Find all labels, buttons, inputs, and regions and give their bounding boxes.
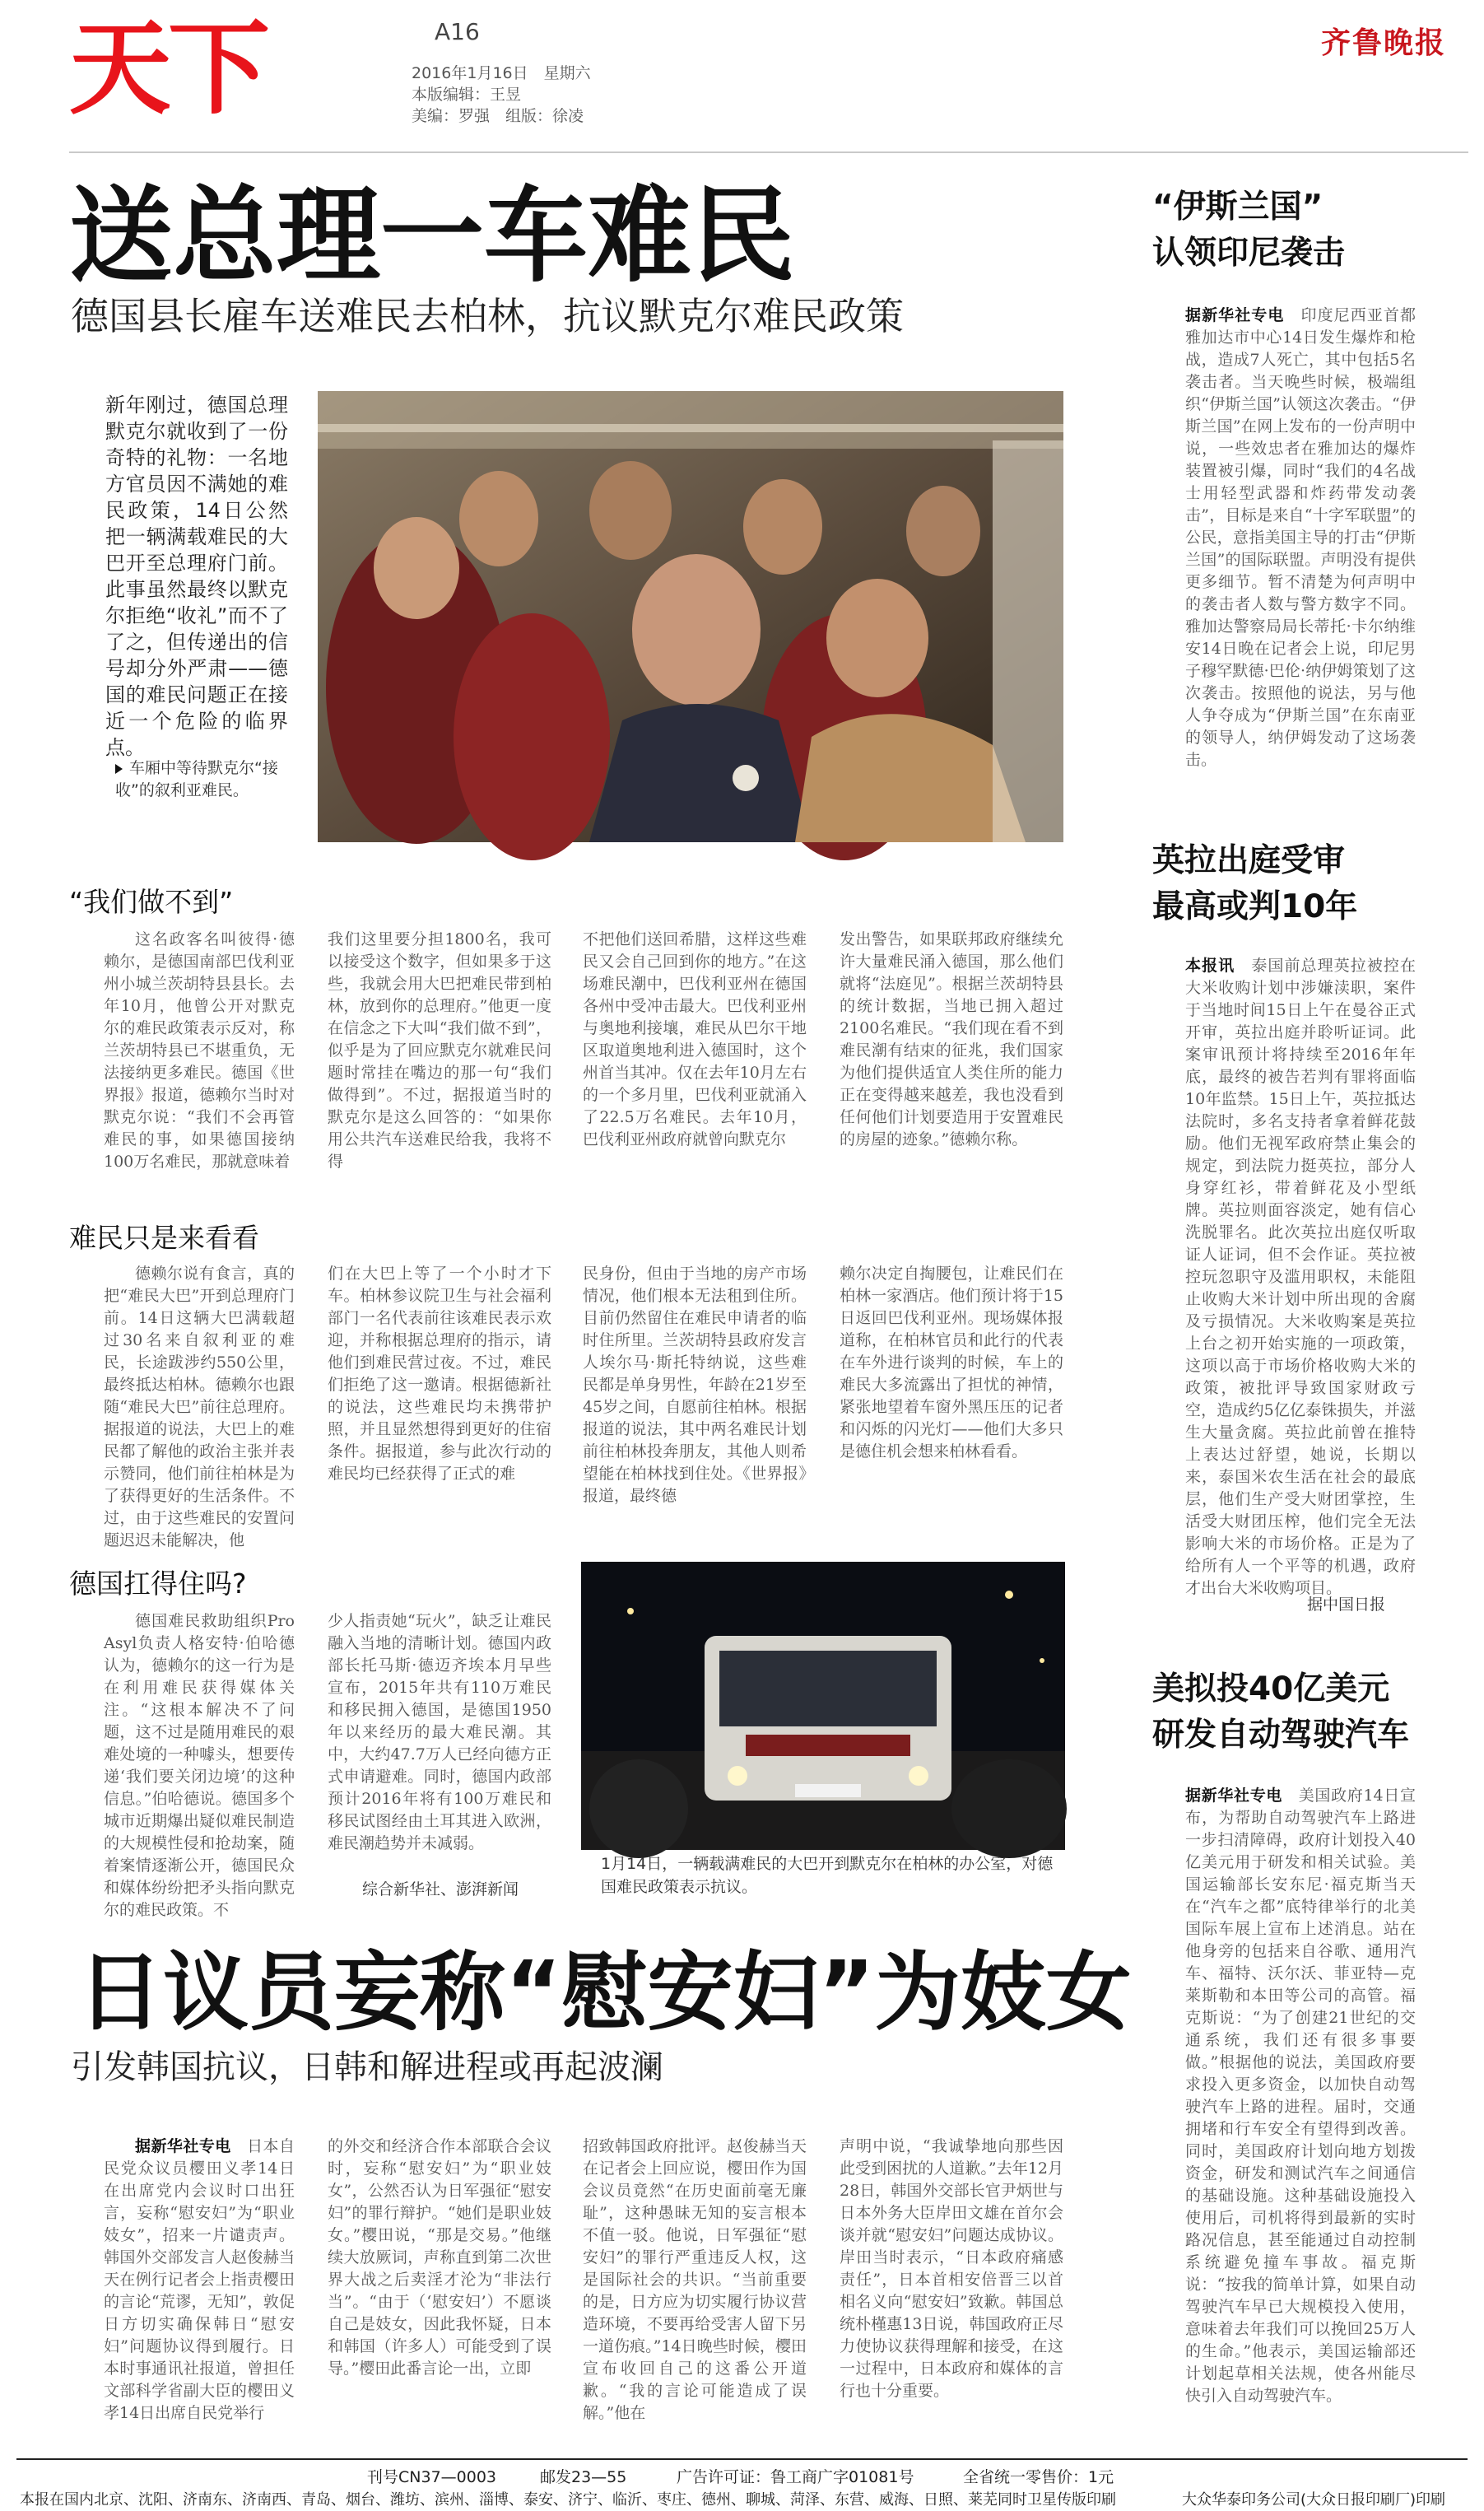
- section2-column-2: [328, 1263, 551, 1510]
- section3-column-1-text: 德国难民救助组织Pro Asyl负责人格安特·伯哈德认为，德赖尔的这一行为是在利用难民获得媒体关注。“这根本解决不了问题，这不过是随用难民的艰难处境的一种噱头，想要传递‘我们要关闭边境’的这种信息。”伯哈德说。德国多个城市近期爆出疑似难民制造的大规模性侵和抢劫案，随着案情逐渐公开，德国民众和媒体纷纷把矛头指向默克尔的难民政策。不: [104, 1612, 295, 1919]
- section2-column-4-text: 赖尔决定自掏腰包，让难民们在柏林一家酒店。他们预计将于15日返回巴伐利亚州。现场媒体报道称，在柏林官员和此行的代表在车外进行谈判的时候，车上的难民大多流露出了担忧的神情，紧张地望着车窗外黑压压的记者和闪烁的闪光灯——他们大多只是德住机会想来柏林看看。: [840, 1265, 1063, 1460]
- refugee-bus-photo: [318, 391, 1063, 842]
- section1-column-2: [328, 929, 551, 1171]
- section1-column-1-text: 这名政客名叫彼得·德赖尔，是德国南部巴伐利亚州小城兰茨胡特县县长。去年10月，他曾公开对默克尔的难民政策表示反对，称兰茨胡特县已不堪重负，无法接纳更多难民。德国《世界报》报道，德赖尔当时对默克尔说：“我们不会再管难民的事，如果德国接纳100万名难民，那就意味着: [104, 930, 295, 1171]
- sidebar-story2-body-text: 泰国前总理英拉被控在大米收购计划中涉嫌渎职，案件于当地时间15日上午在曼谷正式开审，英拉出庭并聆听证词。此案审讯预计将持续至2016年年底，最终的被告若判有罪将面临10年监禁。15日上午，英拉抵达法院时，多名支持者拿着鲜花鼓励。他们无视军政府禁止集会的规定，到法院力挺英拉，部分人身穿红衫，带着鲜花及小型纸牌。英拉则面容淡定，她有信心洗脱罪名。此次英拉出庭仅听取证人证词，但不会作证。英拉被控玩忽职守及滥用职权，未能阻止收购大米计划中所出现的舍腐及亏损情况。大米收购案是英拉上台之初开始实施的一项政策，这项以高于市场价格收购大米的政策，被批评导致国家财政亏空，造成约5亿亿泰铢损失，并滋生大量贪腐。英拉此前曾在推特上表达过舒望，她说，长期以来，泰国米农生活在社会的最底层，他们生产受大财团掌控，生活受大财团压榨，他们完全无法影响大米的市场价格。正是为了给所有人一个平等的机遇，政府才出台大米收购项目。: [1185, 957, 1416, 1597]
- section1-column-2-text: 我们这里要分担1800名，我可以接受这个数字，但如果多于这些，我就会用大巴把难民带到柏林，放到你的总理府。”他更一度在信念之下大叫“我们做不到”，似乎是为了回应默克尔就难民问题时常挂在嘴边的那一句“我们做得到”。不过，据报道当时的默克尔是这么回答的：“如果你用公共汽车送难民给我，我将不得: [328, 930, 551, 1171]
- footer-publication-no: 刊号CN37—0003: [367, 2468, 497, 2486]
- sidebar-story2-headline: [1152, 838, 1357, 930]
- footer-printing-sites: 本报在国内北京、沈阳、济南东、济南西、青岛、烟台、潍坊、滨州、淄博、泰安、济宁、临沂、枣庄、德州、聊城、菏泽、东营、威海、日照、莱芜同时卫星传版印刷: [20, 2491, 1116, 2509]
- second-story-column-2-text: 的外交和经济合作本部联合会议时，妄称“慰安妇”为“职业妓女”，公然否认为日军强征“慰安妇”的罪行辩护。“她们是职业妓女。”樱田说，“那是交易。”他继续大放厥词，声称直到第二次世界大战之后卖淫才沦为“非法行当”。“由于（‘慰安妇’）不愿谈自己是妓女，因此我怀疑，日本和韩国（许多人）可能受到了误导。”樱田此番言论一出，立即: [328, 2137, 551, 2378]
- bus-night-photo: [581, 1562, 1065, 1850]
- designer-line: 美编：罗强 组版：徐凌: [412, 107, 584, 125]
- photo-caption-text: 车厢中等待默克尔“接收”的叙利亚难民。: [115, 759, 278, 799]
- second-story-column-1: [104, 2136, 295, 2422]
- sidebar-story3-headline: [1152, 1666, 1409, 1759]
- sidebar-story3-headline-line2: 研发自动驾驶汽车: [1152, 1717, 1410, 1754]
- section1-column-3-text: 不把他们送回希腊，这样这些难民又会自己回到你的地方。”在这场难民潮中，巴伐利亚州在德国各州中受冲击最大。巴伐利亚州与奥地利接壤，难民从巴尔干地区取道奥地利进入德国时，这个州首当其冲。仅在去年10月左右的一个多月里，巴伐利亚就涌入了22.5万名难民。去年10月，巴伐利亚州政府就曾向默克尔: [583, 930, 807, 1148]
- bus-photo-illustration: [581, 1562, 1065, 1850]
- section2-column-1: [104, 1263, 295, 1549]
- masthead-divider: [69, 151, 1468, 153]
- sidebar-story1-headline: [1152, 184, 1345, 277]
- section2-column-3: [583, 1263, 807, 1510]
- second-story-byline: 据新华社专电: [135, 2137, 231, 2155]
- sidebar-story1-byline: 据新华社专电: [1185, 306, 1285, 324]
- section3-column-2-text: 少人指责她“玩火”，缺乏让难民融入当地的清晰计划。德国内政部长托马斯·德迈齐埃本月早些宣布，2015年共有110万难民和移民拥入德国，是德国1950年以来经历的最大难民潮。其中，大约47.7万人已经向德方正式申请避难。同时，德国内政部预计2016年将有100万难民和移民试图经由土耳其进入欧洲，难民潮趋势并未减弱。: [328, 1612, 551, 1852]
- sidebar-story2-headline-line1: 英拉出庭受审: [1152, 842, 1346, 879]
- sidebar-story1-headline-line2: 认领印尼袭击: [1152, 235, 1346, 272]
- sidebar-story2-source: 据中国日报: [1307, 1596, 1386, 1614]
- editor-line: 本版编辑：王昱: [412, 86, 522, 104]
- section-heading-we-cannot: “我们做不到”: [69, 886, 234, 918]
- bus-photo-caption: 1月14日，一辆载满难民的大巴开到默克尔在柏林的办公室，对德国难民政策表示抗议。: [601, 1855, 1054, 1896]
- sidebar-story1-headline-line1: “伊斯兰国”: [1152, 189, 1324, 226]
- footer-postal-code: 邮发23—55: [540, 2468, 627, 2486]
- section1-column-1: [104, 929, 295, 1171]
- caption-arrow-icon: [115, 764, 123, 774]
- section1-column-4: [840, 929, 1063, 1167]
- second-subheadline: 引发韩国抗议，日韩和解进程或再起波澜: [71, 2048, 663, 2086]
- section3-column-2: [328, 1610, 551, 1872]
- main-headline: 送总理一车难民: [69, 175, 795, 296]
- page-number: A16: [435, 18, 480, 45]
- lead-paragraph: [105, 392, 288, 761]
- refugee-photo-illustration: [318, 391, 1063, 842]
- section-heading-can-germany-hold: 德国扛得住吗?: [69, 1568, 247, 1600]
- sidebar-story3-body-text: 美国政府14日宣布，为帮助自动驾驶汽车上路进一步扫清障碍，政府计划投入40亿美元用于研发和相关试验。美国运输部长安东尼·福克斯当天在“汽车之都”底特律举行的北美国际车展上宣布上述消息。站在他身旁的包括来自谷歌、通用汽车、福特、沃尔沃、菲亚特—克莱斯勒和本田等公司的高管。福克斯说：“为了创建21世纪的交通系统，我们还有很多事要做。”根据他的说法，美国政府要求投入更多资金，以加快自动驾驶汽车上路的进程。届时，交通拥堵和行车安全有望得到改善。同时，美国政府计划向地方划拨资金，研发和测试汽车之间通信的基础设施。这种基础设施投入使用后，司机将得到最新的实时路况信息，甚至能通过自动控制系统避免撞车事故。福克斯说：“按我的简单计算，如果自动驾驶汽车早已大规模投入使用，意味着去年我们可以挽回25万人的生命。”他表示，美国运输部还计划起草相关法规，使各州能尽快引入自动驾驶汽车。: [1185, 1787, 1416, 2405]
- section1-column-3: [583, 929, 807, 1167]
- issue-info: [412, 63, 591, 127]
- sidebar-story1-body-text: 印度尼西亚首都雅加达市中心14日发生爆炸和枪战，造成7人死亡，其中包括5名袭击者。当天晚些时候，极端组织“伊斯兰国”认领这次袭击。“伊斯兰国”在网上发布的一份声明中说，一些效忠者在雅加达的爆炸装置被引爆，同时“我们的4名战士用轻型武器和炸药带发动袭击”，目标是来自“十字军联盟”的公民，意指美国主导的打击“伊斯兰国”的国际联盟。声明没有提供更多细节。暂不清楚为何声明中的袭击者人数与警方数字不同。雅加达警察局局长蒂托·卡尔纳维安14日晚在记者会上说，印尼男子穆罕默德·巴伦·纳伊姆策划了这次袭击。按照他的说法，另与他人争夺成为“伊斯兰国”在东南亚的领导人，纳伊姆发动了这场袭击。: [1185, 306, 1416, 769]
- footer-printer: 大众华泰印务公司(大众日报印刷厂)印刷: [1182, 2491, 1446, 2509]
- sidebar-story3-body: [1185, 1785, 1416, 2419]
- photo-caption: [115, 757, 305, 802]
- second-story-column-4: [840, 2136, 1063, 2407]
- section2-column-3-text: 民身份，但由于当地的房产市场情况，他们根本无法租到住所。目前仍然留住在难民申请者的临时住所里。兰茨胡特县政府发言人埃尔马·斯托特纳说，这些难民都是单身男性，年龄在21岁至45岁之间，自愿前往柏林。根据报道的说法，其中两名难民计划前往柏林投奔朋友，其他人则希望能在柏林找到住处。《世界报》报道，最终德: [583, 1265, 807, 1505]
- section3-column-1: [104, 1610, 295, 1919]
- second-story-column-2: [328, 2136, 551, 2407]
- section3-source: 综合新华社、澎湃新闻: [362, 1880, 519, 1898]
- second-story-column-3-text: 招致韩国政府批评。赵俊赫当天在记者会上回应说，樱田作为国会议员竟然“在历史面前毫无廉耻”，这种愚昧无知的妄言根本不值一驳。他说，日军强征“慰安妇”的罪行严重违反人权，这是国际社会的共识。“当前重要的是，日方应为切实履行协议营造环境，不要再给受害人留下另一道伤痕。”14日晚些时候，樱田宣布收回自己的这番公开道歉。“我的言论可能造成了误解。”他在: [583, 2137, 807, 2422]
- section1-column-4-text: 发出警告，如果联邦政府继续允许大量难民涌入德国，那么他们就将“法庭见”。根据兰茨胡特县的统计数据，当地已拥入超过2100名难民。“我们现在看不到难民潮有结束的征兆，我们国家为他们提供适宜人类住所的能力正在变得越来越差，我也没看到任何他们计划要造用于安置难民的房屋的迹象。”德赖尔称。: [840, 930, 1063, 1148]
- section-logo: 天下: [69, 10, 267, 128]
- second-story-column-1-text: 日本自民党众议员樱田义孝14日在出席党内会议时口出狂言，妄称“慰安妇”为“职业妓女”，招来一片谴责声。韩国外交部发言人赵俊赫当天在例行记者会上指责樱田的言论“荒谬，无知”，敦促日方切实确保韩日“慰安妇”问题协议得到履行。日本时事通讯社报道，曾担任文部科学省副大臣的樱田义孝14日出席自民党举行: [104, 2137, 295, 2422]
- footer-price: 全省统一零售价：1元: [963, 2468, 1114, 2486]
- sidebar-story2-headline-line2: 最高或判10年: [1152, 888, 1358, 925]
- second-story-column-3: [583, 2136, 807, 2422]
- sidebar-story3-byline: 据新华社专电: [1185, 1787, 1283, 1805]
- footer-divider: [16, 2458, 1468, 2460]
- section2-column-4: [840, 1263, 1063, 1510]
- main-subheadline: 德国县长雇车送难民去柏林，抗议默克尔难民政策: [71, 294, 904, 338]
- sidebar-story2-byline: 本报讯: [1185, 957, 1235, 975]
- section2-column-2-text: 们在大巴上等了一个小时才下车。柏林参议院卫生与社会福利部门一名代表前往该难民表示欢迎，并称根据总理府的指示，请他们到难民营过夜。不过，难民们拒绝了这一邀请。根据德新社的说法，这些难民均未携带护照，并且显然想得到更好的住宿条件。据报道，参与此次行动的难民均已经获得了正式的难: [328, 1265, 551, 1483]
- lead-text: 新年刚过，德国总理默克尔就收到了一份奇特的礼物：一名地方官员因不满她的难民政策，14日公然把一辆满载难民的大巴开至总理府门前。此事虽然最终以默克尔拒绝“收礼”而不了了之，但传递出的信号却分外严肃——德国的难民问题正在接近一个危险的临界点。: [105, 394, 288, 759]
- section2-column-1-text: 德赖尔说有食言，真的把“难民大巴”开到总理府门前。14日这辆大巴满载超过30名来自叙利亚的难民，长途跋涉约550公里，最终抵达柏林。德赖尔也跟随“难民大巴”前往总理府。据报道的说法，大巴上的难民都了解他的政治主张并表示赞同，他们前往柏林是为了获得更好的生活条件。不过，由于这些难民的安置问题迟迟未能解决，他: [104, 1265, 295, 1549]
- footer-ad-license: 广告许可证：鲁工商广字01081号: [677, 2468, 914, 2486]
- paper-logo: 齐鲁晚报: [1321, 26, 1447, 60]
- second-story-column-4-text: 声明中说，“我诚挚地向那些因此受到困扰的人道歉。”去年12月28日，韩国外交部长官尹炳世与日本外务大臣岸田文雄在首尔会谈并就“慰安妇”问题达成协议。岸田当时表示，“日本政府痛感责任”，日本首相安倍晋三以首相名义向“慰安妇”致歉。韩国总统朴槿惠13日说，韩国政府正尽力使协议获得理解和接受，在这一过程中，日本政府和媒体的言行也十分重要。: [840, 2137, 1063, 2400]
- sidebar-story3-headline-line1: 美拟投40亿美元: [1152, 1670, 1390, 1707]
- sidebar-story2-body: [1185, 955, 1416, 1597]
- second-headline: 日议员妄称“慰安妇”为妓女: [77, 1942, 1132, 2043]
- section-heading-just-visiting: 难民只是来看看: [69, 1222, 259, 1254]
- sidebar-story1-body: [1185, 305, 1416, 790]
- date-line: 2016年1月16日 星期六: [412, 64, 591, 82]
